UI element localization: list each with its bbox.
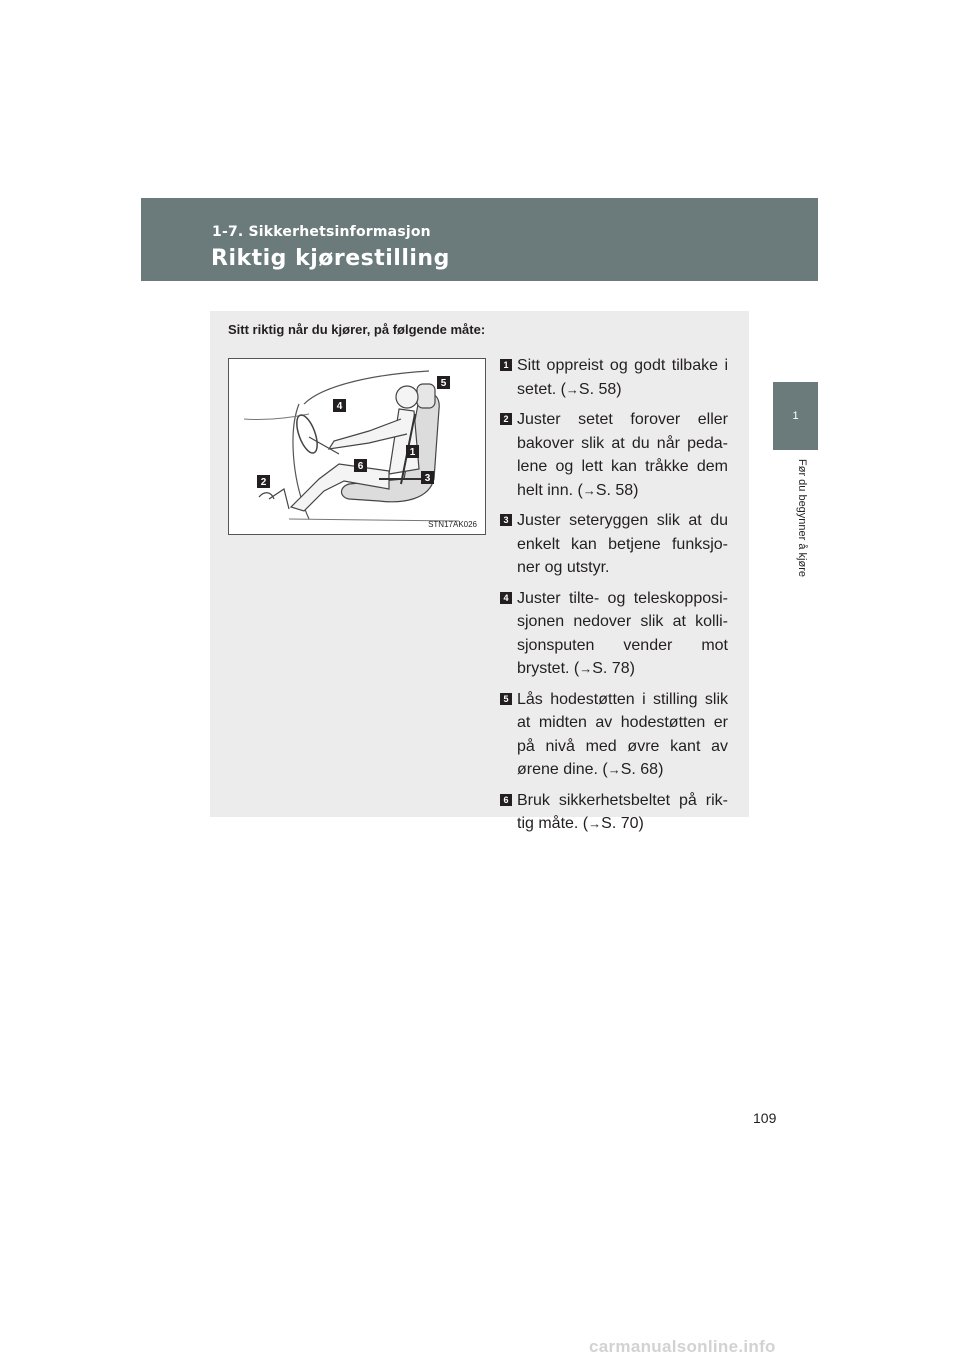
callout-1 bbox=[406, 445, 419, 458]
svg-text:1: 1 bbox=[409, 447, 416, 458]
watermark: carmanualsonline.info bbox=[589, 1337, 776, 1356]
step-text: Juster tilte- og teleskopposi-sjonen nedover slik at kolli-sjonsputen vender mot brystet. ( bbox=[517, 589, 728, 677]
page-number: 109 bbox=[753, 1110, 777, 1126]
callout-2 bbox=[257, 475, 270, 488]
illustration-code: STN17AK026 bbox=[428, 520, 477, 529]
list-item bbox=[500, 587, 728, 681]
svg-text:6: 6 bbox=[357, 461, 364, 472]
page-reference: S. 68) bbox=[620, 761, 664, 778]
step-text: Sitt oppreist og godt tilbake i setet. ( bbox=[517, 357, 728, 398]
svg-text:3: 3 bbox=[424, 473, 431, 484]
step-number-badge: 3 bbox=[500, 514, 512, 526]
arrow-icon: → bbox=[588, 816, 602, 831]
driving-position-illustration bbox=[228, 358, 486, 535]
step-number-badge: 2 bbox=[500, 413, 512, 425]
callout-3 bbox=[421, 471, 434, 484]
step-number-badge: 4 bbox=[500, 592, 512, 604]
chapter-number: 1 bbox=[792, 410, 799, 422]
page-reference: S. 58) bbox=[578, 380, 622, 398]
list-item bbox=[500, 354, 728, 401]
step-text: Juster seteryggen slik at du enkelt kan betjene funksjo-ner og utstyr. bbox=[517, 512, 728, 576]
list-item bbox=[500, 509, 728, 580]
chapter-label: Før du begynner å kjøre bbox=[796, 459, 808, 577]
page-title: Riktig kjørestilling bbox=[211, 246, 450, 271]
callout-6 bbox=[354, 459, 367, 472]
intro-text: Sitt riktig når du kjører, på følgende måte: bbox=[228, 322, 486, 337]
step-number-badge: 5 bbox=[500, 693, 512, 705]
list-item bbox=[500, 408, 728, 502]
page-reference: S. 78) bbox=[592, 660, 635, 677]
list-item bbox=[500, 688, 728, 782]
chapter-tab bbox=[773, 382, 818, 450]
driver-seat-drawing bbox=[229, 359, 485, 534]
arrow-icon: → bbox=[579, 661, 593, 676]
step-number-badge: 1 bbox=[500, 359, 512, 371]
svg-text:5: 5 bbox=[440, 378, 447, 389]
step-text: Bruk sikkerhetsbeltet på rik-tig måte. ( bbox=[517, 791, 728, 832]
section-label: 1-7. Sikkerhetsinformasjon bbox=[212, 224, 431, 240]
step-list bbox=[500, 354, 728, 843]
page-reference: S. 70) bbox=[601, 815, 644, 832]
step-text: Lås hodestøtten i stilling slik at midten av hodestøtten er på nivå med øvre kant av ørene dine. ( bbox=[517, 690, 728, 778]
arrow-icon: → bbox=[582, 482, 596, 498]
callout-5 bbox=[437, 376, 450, 389]
svg-text:2: 2 bbox=[260, 477, 267, 488]
content-panel bbox=[210, 311, 749, 832]
arrow-icon: → bbox=[607, 762, 621, 777]
section-header bbox=[141, 198, 818, 281]
svg-text:4: 4 bbox=[336, 401, 343, 412]
page-reference: S. 58) bbox=[595, 481, 639, 499]
step-text: Juster setet forover eller bakover slik at du når peda-lene og lett kan tråkke dem helt inn. ( bbox=[517, 411, 728, 499]
arrow-icon: → bbox=[565, 381, 579, 397]
step-number-badge: 6 bbox=[500, 794, 512, 806]
list-item bbox=[500, 789, 728, 836]
callout-4 bbox=[333, 399, 346, 412]
